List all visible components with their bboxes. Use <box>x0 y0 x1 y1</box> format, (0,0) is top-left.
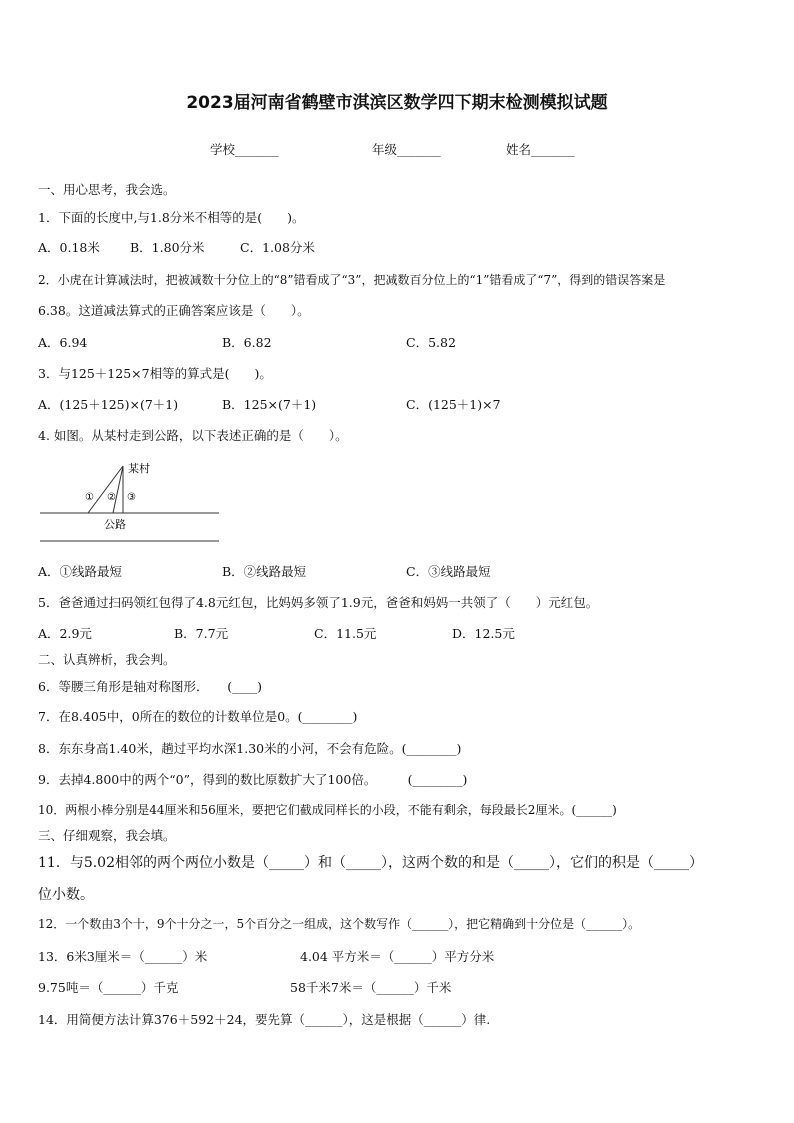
question-1-stem: 1．下面的长度中,与1.8分米不相等的是( )。 <box>38 210 305 225</box>
question-5-option-d[interactable]: D．12.5元 <box>452 626 515 641</box>
question-3-option-a[interactable]: A．(125＋125)×(7＋1) <box>38 397 179 412</box>
figure-route-1-label: ① <box>85 492 94 503</box>
figure-route-2-label: ② <box>107 492 116 503</box>
section-2-heading: 二、认真辨析，我会判。 <box>38 652 176 667</box>
question-6[interactable]: 6．等腰三角形是轴对称图形． (____) <box>38 679 262 694</box>
section-1-heading: 一、用心思考，我会选。 <box>38 182 176 197</box>
question-2-option-a[interactable]: A．6.94 <box>38 335 88 350</box>
question-2-stem-line2: 6.38。这道减法算式的正确答案应该是（ ）。 <box>38 303 310 318</box>
question-2-option-c[interactable]: C．5.82 <box>406 335 456 350</box>
question-4-stem: 4. 如图。从某村走到公路，以下表述正确的是（ ）。 <box>38 428 348 443</box>
question-4-option-c[interactable]: C．③线路最短 <box>406 564 491 579</box>
figure-route-3-label: ③ <box>127 492 136 503</box>
question-1-option-a[interactable]: A．0.18米 <box>38 240 100 255</box>
question-5-option-b[interactable]: B．7.7元 <box>174 626 229 641</box>
question-10[interactable]: 10．两根小棒分别是44厘米和56厘米，要把它们截成同样长的小段，不能有剩余，每段最长2厘米。(______) <box>38 803 617 817</box>
question-3-option-c[interactable]: C．(125＋1)×7 <box>406 397 501 412</box>
grade-field[interactable]: 年级_______ <box>372 142 441 157</box>
name-field[interactable]: 姓名_______ <box>506 142 575 157</box>
question-4-option-a[interactable]: A．①线路最短 <box>38 564 123 579</box>
page-title: 2023届河南省鹤壁市淇滨区数学四下期末检测模拟试题 <box>186 93 608 113</box>
school-field[interactable]: 学校_______ <box>210 142 279 157</box>
question-1-option-c[interactable]: C．1.08分米 <box>240 240 315 255</box>
question-5-option-a[interactable]: A．2.9元 <box>38 626 92 641</box>
question-7[interactable]: 7．在8.405中，0所在的数位的计数单位是0。(________) <box>38 709 358 724</box>
question-11-line1[interactable]: 11．与5.02相邻的两个两位小数是（_____）和（_____），这两个数的和是（_____），它们的积是（_____） <box>38 855 703 871</box>
figure-village-label: 某村 <box>128 462 150 475</box>
village-road-figure <box>36 458 226 548</box>
figure-road-label: 公路 <box>104 518 126 531</box>
question-3-option-b[interactable]: B．125×(7＋1) <box>222 397 317 412</box>
question-8[interactable]: 8．东东身高1.40米，趟过平均水深1.30米的小河，不会有危险。(________) <box>38 741 462 756</box>
question-2-option-b[interactable]: B．6.82 <box>222 335 272 350</box>
question-5-stem: 5．爸爸通过扫码领红包得了4.8元红包，比妈妈多领了1.9元，爸爸和妈妈一共领了（ ）元红包。 <box>38 595 599 610</box>
question-14[interactable]: 14．用简便方法计算376＋592＋24，要先算（______），这是根据（______）律. <box>38 1012 491 1027</box>
question-13-part-d[interactable]: 58千米7米＝（______）千米 <box>290 980 452 995</box>
question-9[interactable]: 9．去掉4.800中的两个“0”，得到的数比原数扩大了100倍。 (________) <box>38 772 468 787</box>
question-4-option-b[interactable]: B．②线路最短 <box>222 564 307 579</box>
question-5-option-c[interactable]: C．11.5元 <box>314 626 377 641</box>
section-3-heading: 三、仔细观察，我会填。 <box>38 828 176 843</box>
question-13-part-b[interactable]: 4.04 平方米＝（______）平方分米 <box>300 949 495 964</box>
question-13-part-c[interactable]: 9.75吨＝（______）千克 <box>38 980 179 995</box>
question-12[interactable]: 12．一个数由3个十，9个十分之一，5个百分之一组成，这个数写作（______），把它精确到十分位是（______）。 <box>38 917 641 931</box>
question-11-line2: 位小数。 <box>38 887 94 903</box>
question-3-stem: 3．与125＋125×7相等的算式是( )。 <box>38 366 272 381</box>
question-13-part-a[interactable]: 13．6米3厘米＝（______）米 <box>38 949 208 964</box>
question-2-stem-line1: 2．小虎在计算减法时，把被减数十分位上的“8”错看成了“3”，把减数百分位上的“1”错看成了“7”，得到的错误答案是 <box>38 273 666 287</box>
question-1-option-b[interactable]: B．1.80分米 <box>130 240 205 255</box>
